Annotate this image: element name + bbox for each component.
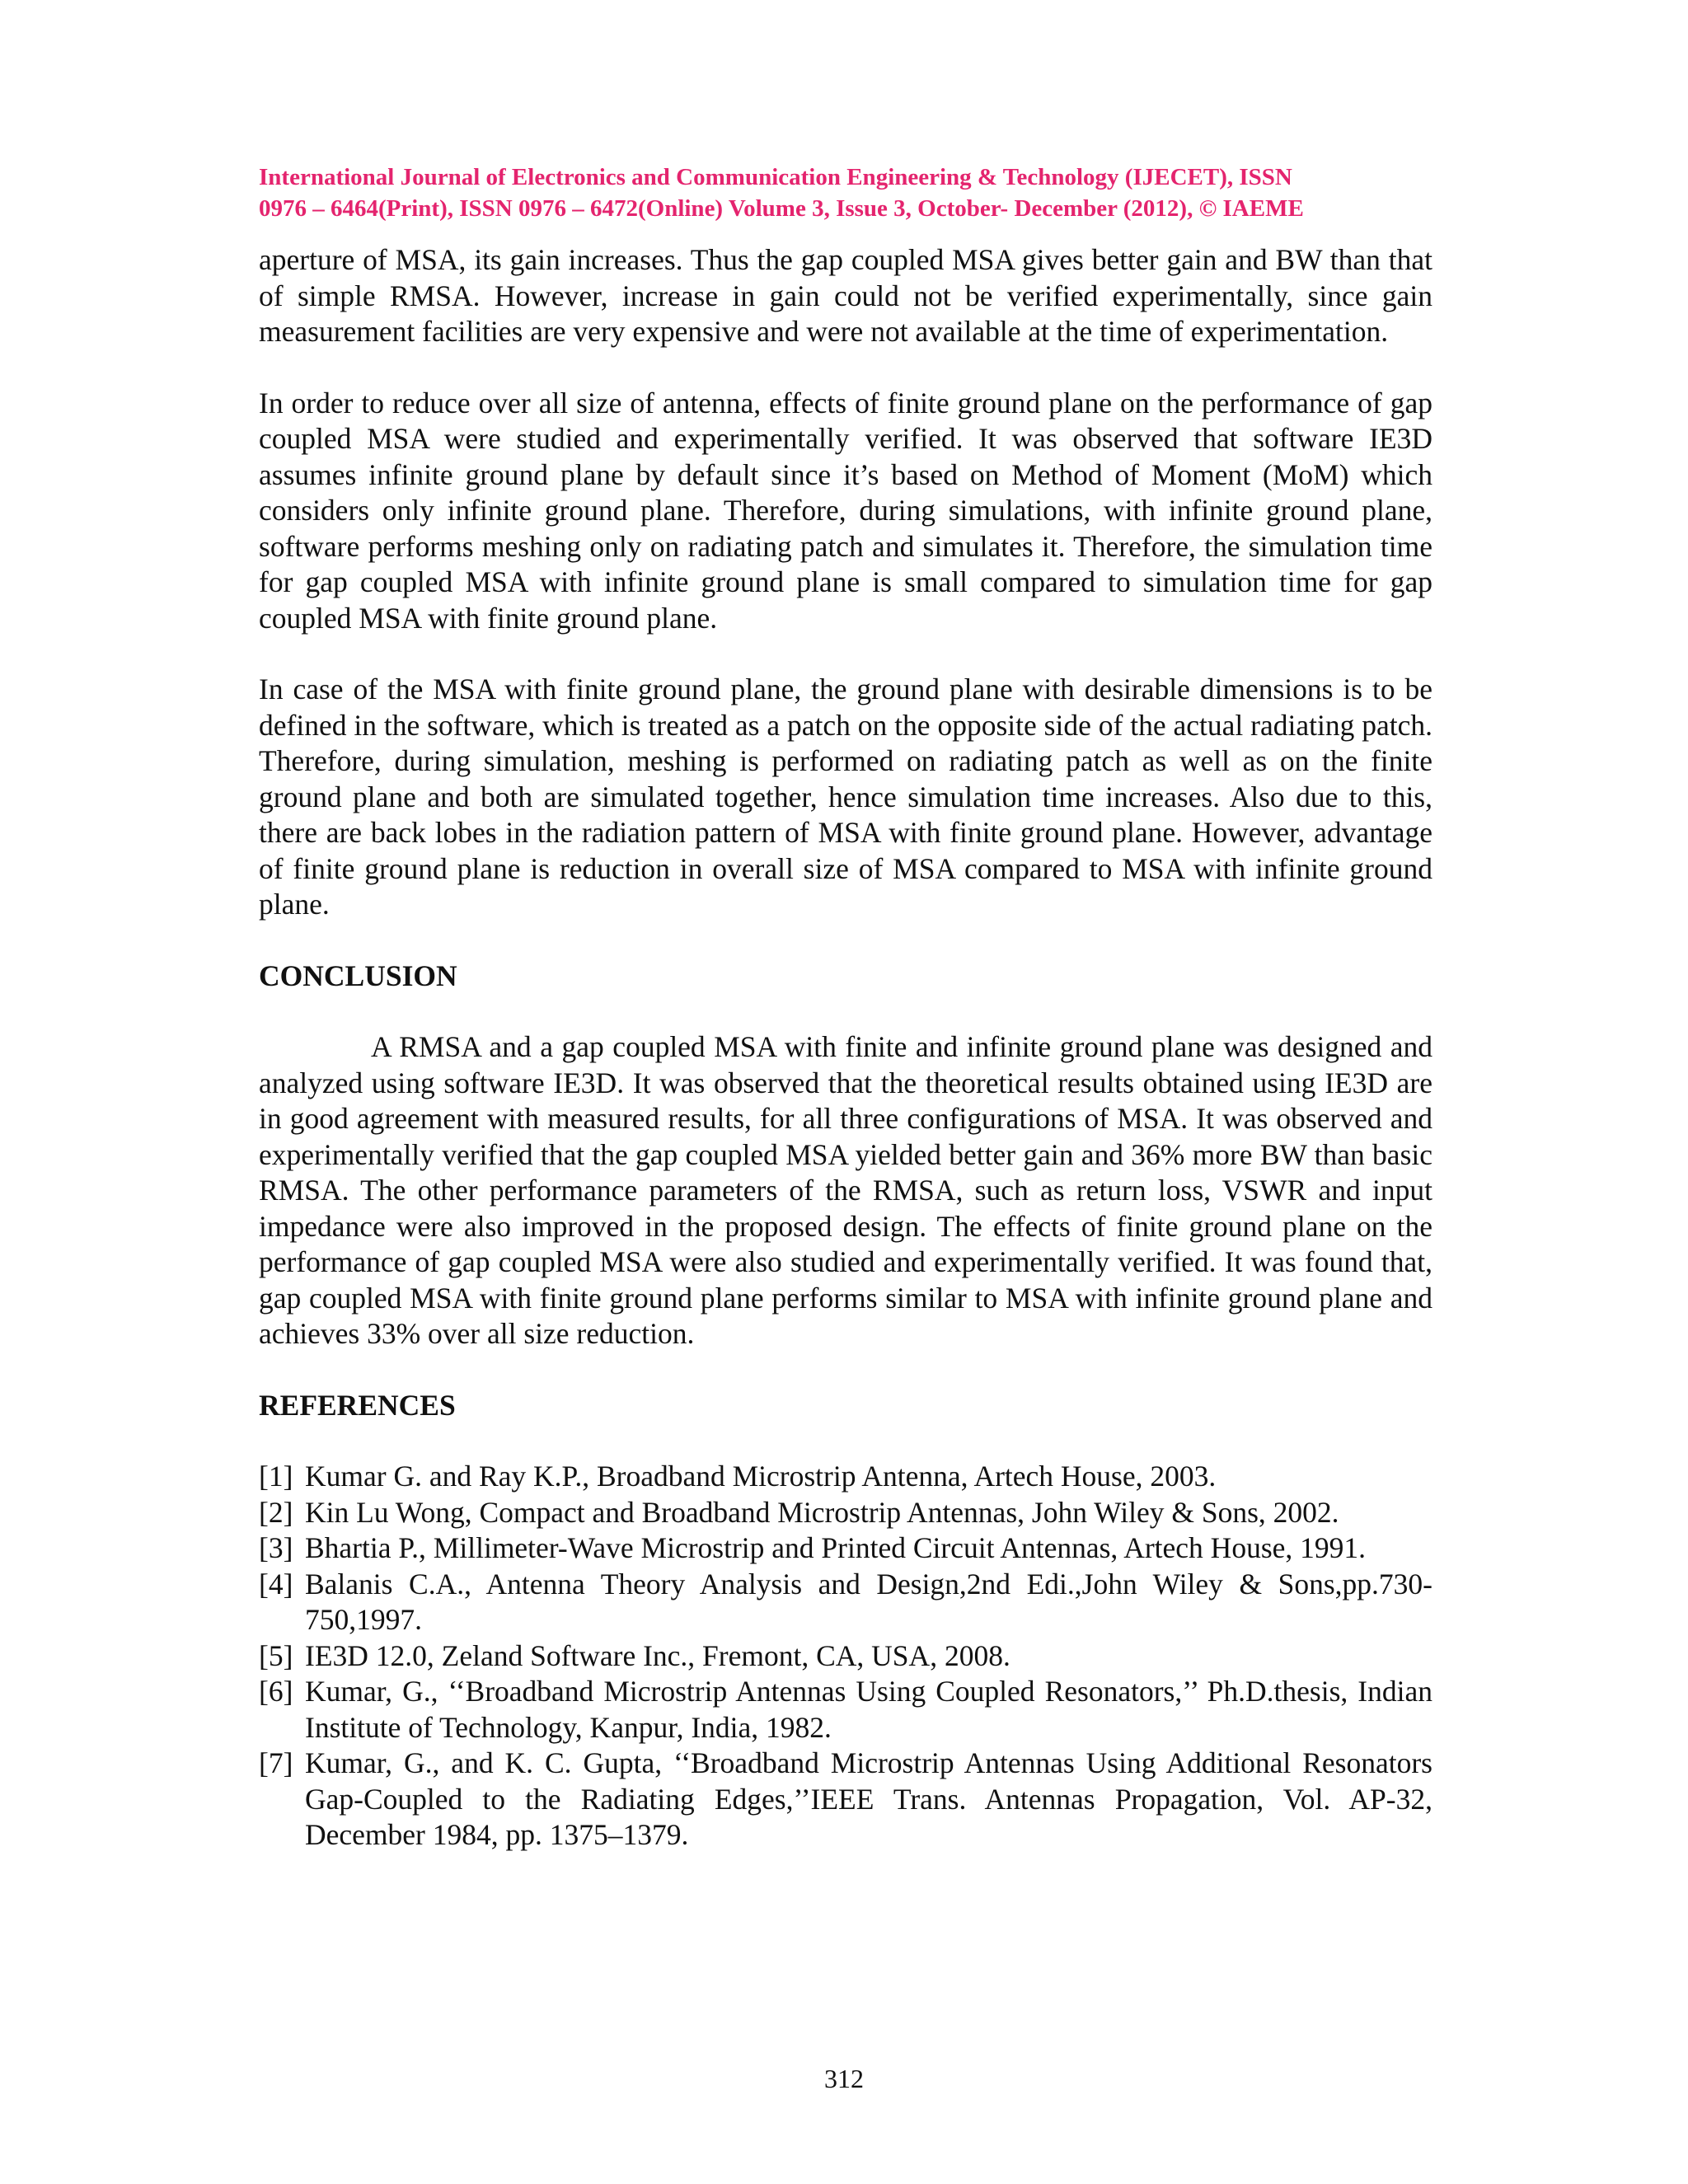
reference-text: Kumar, G., and K. C. Gupta, ‘‘Broadband Microstrip Antennas Using Additional Resonators Gap-Coupled to the Radiating Edges,’’IEEE Trans. Antennas Propagation, Vol. AP-32, December 1984, pp. 1375–1379.	[305, 1746, 1432, 1851]
reference-item	[259, 1459, 1432, 1495]
body-paragraph-2: In order to reduce over all size of antenna, effects of finite ground plane on the performance of gap coupled MSA were studied and experimentally verified. It was observed that software IE3D assumes infinite ground plane by default since it’s based on Method of Moment (MoM) which considers only infinite ground plane. Therefore, during simulations, with infinite ground plane, software performs meshing only on radiating patch and simulates it. Therefore, the simulation time for gap coupled MSA with infinite ground plane is small compared to simulation time for gap coupled MSA with finite ground plane.	[259, 386, 1432, 635]
reference-text: Bhartia P., Millimeter-Wave Microstrip and Printed Circuit Antennas, Artech House, 1991.	[305, 1531, 1367, 1564]
reference-number: [1]	[259, 1460, 293, 1493]
reference-number: [4]	[259, 1567, 293, 1601]
reference-number: [7]	[259, 1746, 293, 1779]
reference-text: IE3D 12.0, Zeland Software Inc., Fremont, CA, USA, 2008.	[305, 1638, 1010, 1672]
journal-header-line-1: International Journal of Electronics and Communication Engineering & Technology (IJECET), ISSN	[259, 164, 1292, 190]
journal-header-line-2: 0976 – 6464(Print), ISSN 0976 – 6472(Online) Volume 3, Issue 3, October- December (2012), © IAEME	[259, 195, 1304, 222]
reference-item	[259, 1674, 1432, 1746]
reference-text: Balanis C.A., Antenna Theory Analysis and Design,2nd Edi.,John Wiley & Sons,pp.730-750,1997.	[305, 1567, 1432, 1636]
reference-number: [2]	[259, 1495, 293, 1529]
body-paragraph-3: In case of the MSA with finite ground plane, the ground plane with desirable dimensions is to be defined in the software, which is treated as a patch on the opposite side of the actual radiating patch. Therefore, during simulation, meshing is performed on radiating patch as well as on the finite ground plane and both are simulated together, hence simulation time increases. Also due to this, there are back lobes in the radiation pattern of MSA with finite ground plane. However, advantage of finite ground plane is reduction in overall size of MSA compared to MSA with infinite ground plane.	[259, 673, 1432, 921]
references-list	[259, 1459, 1432, 1854]
reference-item	[259, 1638, 1432, 1675]
body-paragraph-1: aperture of MSA, its gain increases. Thus the gap coupled MSA gives better gain and BW than that of simple RMSA. However, increase in gain could not be verified experimentally, since gain measurement facilities are very expensive and were not available at the time of experimentation.	[259, 243, 1432, 348]
reference-text: Kumar, G., ‘‘Broadband Microstrip Antennas Using Coupled Resonators,’’ Ph.D.thesis, Indian Institute of Technology, Kanpur, India, 1982.	[305, 1675, 1432, 1744]
conclusion-paragraph: A RMSA and a gap coupled MSA with finite and infinite ground plane was designed and analyzed using software IE3D. It was observed that the theoretical results obtained using IE3D are in good agreement with measured results, for all three configurations of MSA. It was observed and experimentally verified that the gap coupled MSA yielded better gain and 36% more BW than basic RMSA. The other performance parameters of the RMSA, such as return loss, VSWR and input impedance were also improved in the proposed design. The effects of finite ground plane on the performance of gap coupled MSA were also studied and experimentally verified. It was found that, gap coupled MSA with finite ground plane performs similar to MSA with infinite ground plane and achieves 33% over all size reduction.	[259, 1030, 1432, 1350]
reference-number: [3]	[259, 1531, 293, 1564]
journal-header	[259, 162, 1432, 224]
reference-item	[259, 1746, 1432, 1854]
reference-text: Kin Lu Wong, Compact and Broadband Microstrip Antennas, John Wiley & Sons, 2002.	[305, 1495, 1339, 1529]
reference-text: Kumar G. and Ray K.P., Broadband Microstrip Antenna, Artech House, 2003.	[305, 1460, 1217, 1493]
reference-item	[259, 1495, 1432, 1531]
reference-item	[259, 1530, 1432, 1567]
references-heading: REFERENCES	[259, 1388, 456, 1422]
document-page	[259, 162, 1432, 1854]
reference-number: [6]	[259, 1675, 293, 1708]
page-number: 312	[824, 2064, 864, 2093]
conclusion-heading: CONCLUSION	[259, 958, 457, 992]
reference-item	[259, 1567, 1432, 1638]
reference-number: [5]	[259, 1638, 293, 1672]
